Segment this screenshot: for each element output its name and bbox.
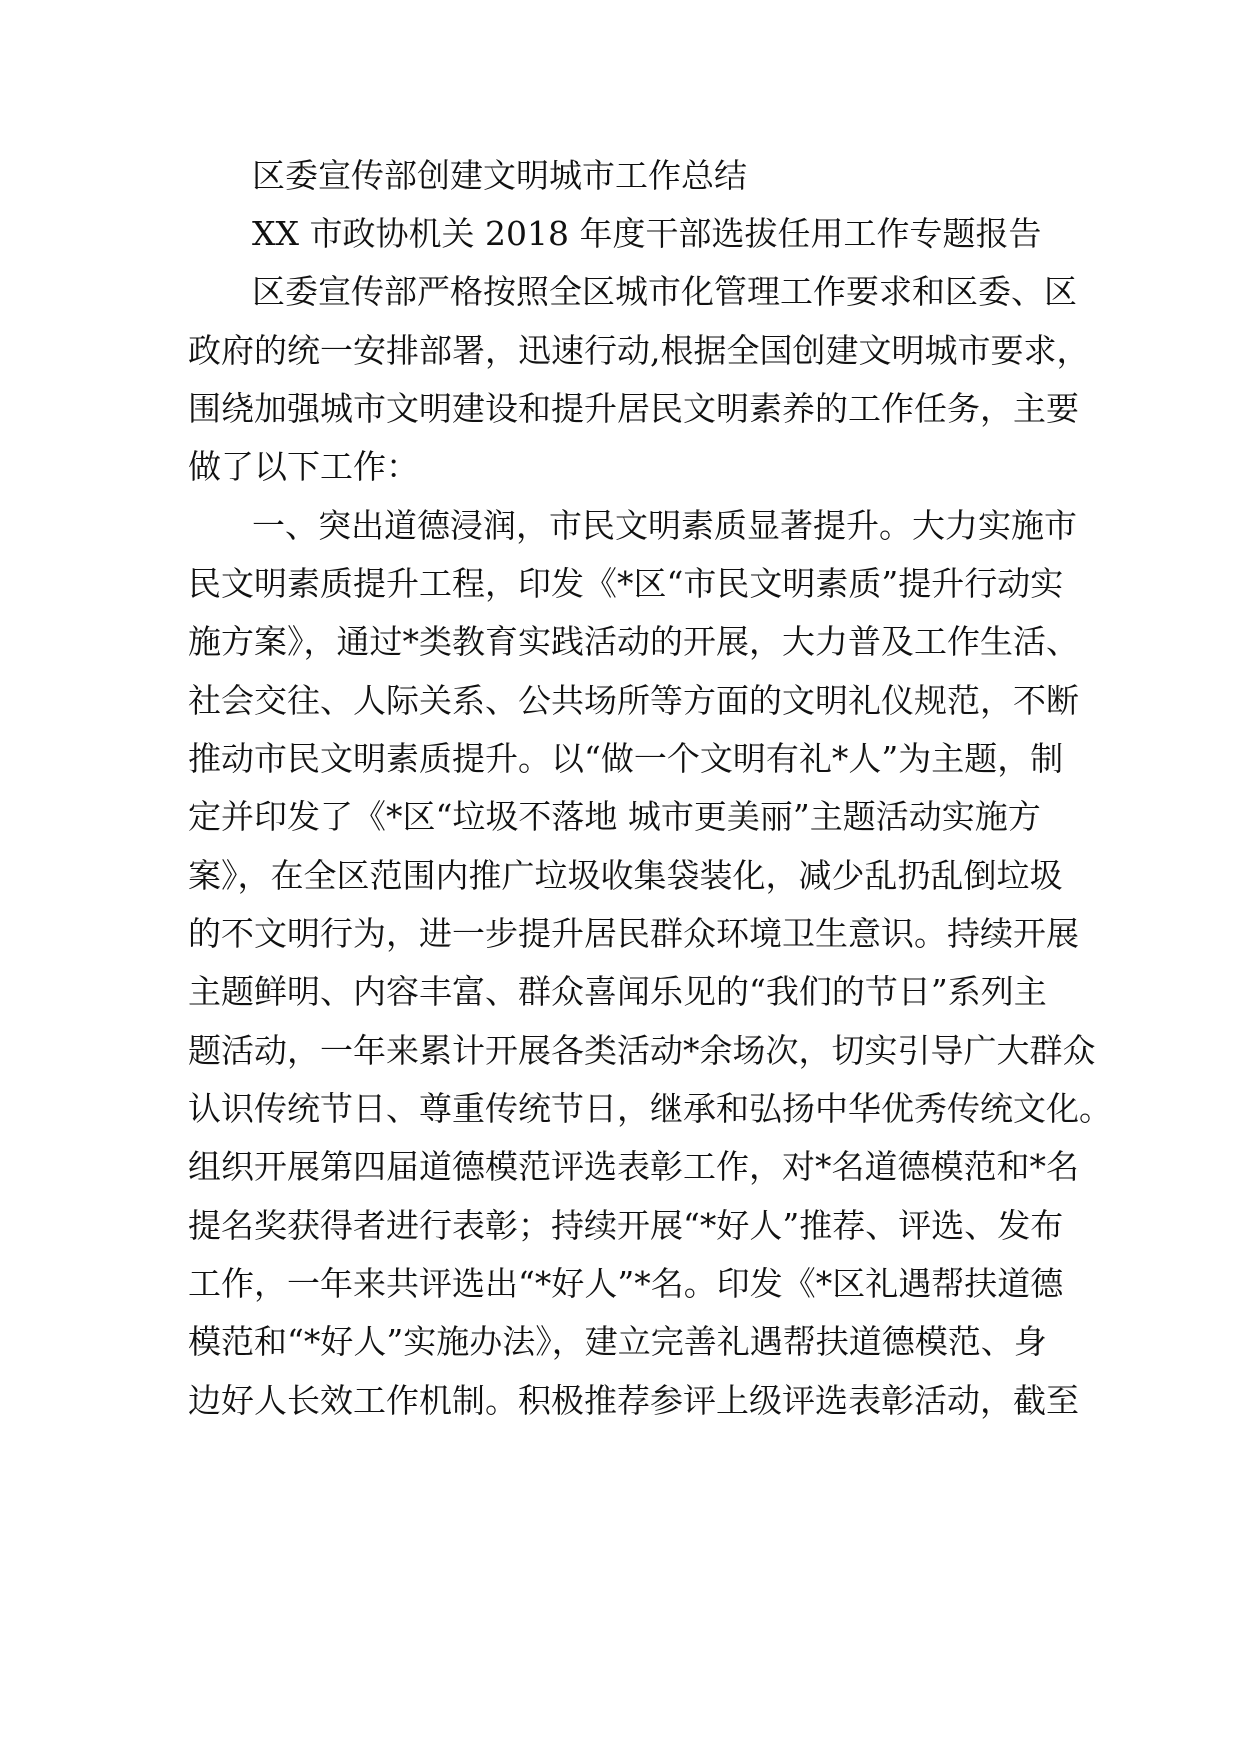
- section1-line: 认识传统节日、尊重传统节日，继承和弘扬中华优秀传统文化。: [188, 1089, 1112, 1128]
- section1-line: 题活动，一年来累计开展各类活动*余场次，切实引导广大群众: [188, 1031, 1096, 1070]
- intro-line: 做了以下工作：: [188, 447, 419, 486]
- section1-line: 主题鲜明、内容丰富、群众喜闻乐见的“我们的节日”系列主: [188, 972, 1047, 1011]
- document-subtitle: XX 市政协机关 2018 年度干部选拔任用工作专题报告: [252, 214, 1042, 253]
- section1-line: 民文明素质提升工程，印发《*区“市民文明素质”提升行动实: [188, 564, 1064, 603]
- section1-line: 的不文明行为，进一步提升居民群众环境卫生意识。持续开展: [188, 914, 1079, 953]
- intro-line: 政府的统一安排部署，迅速行动,根据全国创建文明城市要求，: [188, 331, 1090, 370]
- section1-line: 一、突出道德浸润，市民文明素质显著提升。大力实施市: [252, 506, 1077, 545]
- document-page: [188, 0, 1112, 1754]
- document-title: 区委宣传部创建文明城市工作总结: [252, 156, 747, 195]
- section1-line: 社会交往、人际关系、公共场所等方面的文明礼仪规范，不断: [188, 681, 1079, 720]
- intro-line: 区委宣传部严格按照全区城市化管理工作要求和区委、区: [252, 272, 1077, 311]
- section1-line: 边好人长效工作机制。积极推荐参评上级评选表彰活动，截至: [188, 1381, 1079, 1420]
- section1-line: 定并印发了《*区“垃圾不落地 城市更美丽”主题活动实施方: [188, 797, 1041, 836]
- section1-line: 模范和“*好人”实施办法》，建立完善礼遇帮扶道德模范、身: [188, 1322, 1047, 1361]
- section1-line: 推动市民文明素质提升。以“做一个文明有礼*人”为主题，制: [188, 739, 1064, 778]
- intro-line: 围绕加强城市文明建设和提升居民文明素养的工作任务，主要: [188, 389, 1079, 428]
- section1-line: 施方案》，通过*类教育实践活动的开展，大力普及工作生活、: [188, 622, 1079, 661]
- section1-line: 案》，在全区范围内推广垃圾收集袋装化，减少乱扔乱倒垃圾: [188, 856, 1063, 895]
- section1-line: 工作，一年来共评选出“*好人”*名。印发《*区礼遇帮扶道德: [188, 1264, 1064, 1303]
- section1-line: 组织开展第四届道德模范评选表彰工作，对*名道德模范和*名: [188, 1147, 1079, 1186]
- section1-line: 提名奖获得者进行表彰；持续开展“*好人”推荐、评选、发布: [188, 1206, 1064, 1245]
